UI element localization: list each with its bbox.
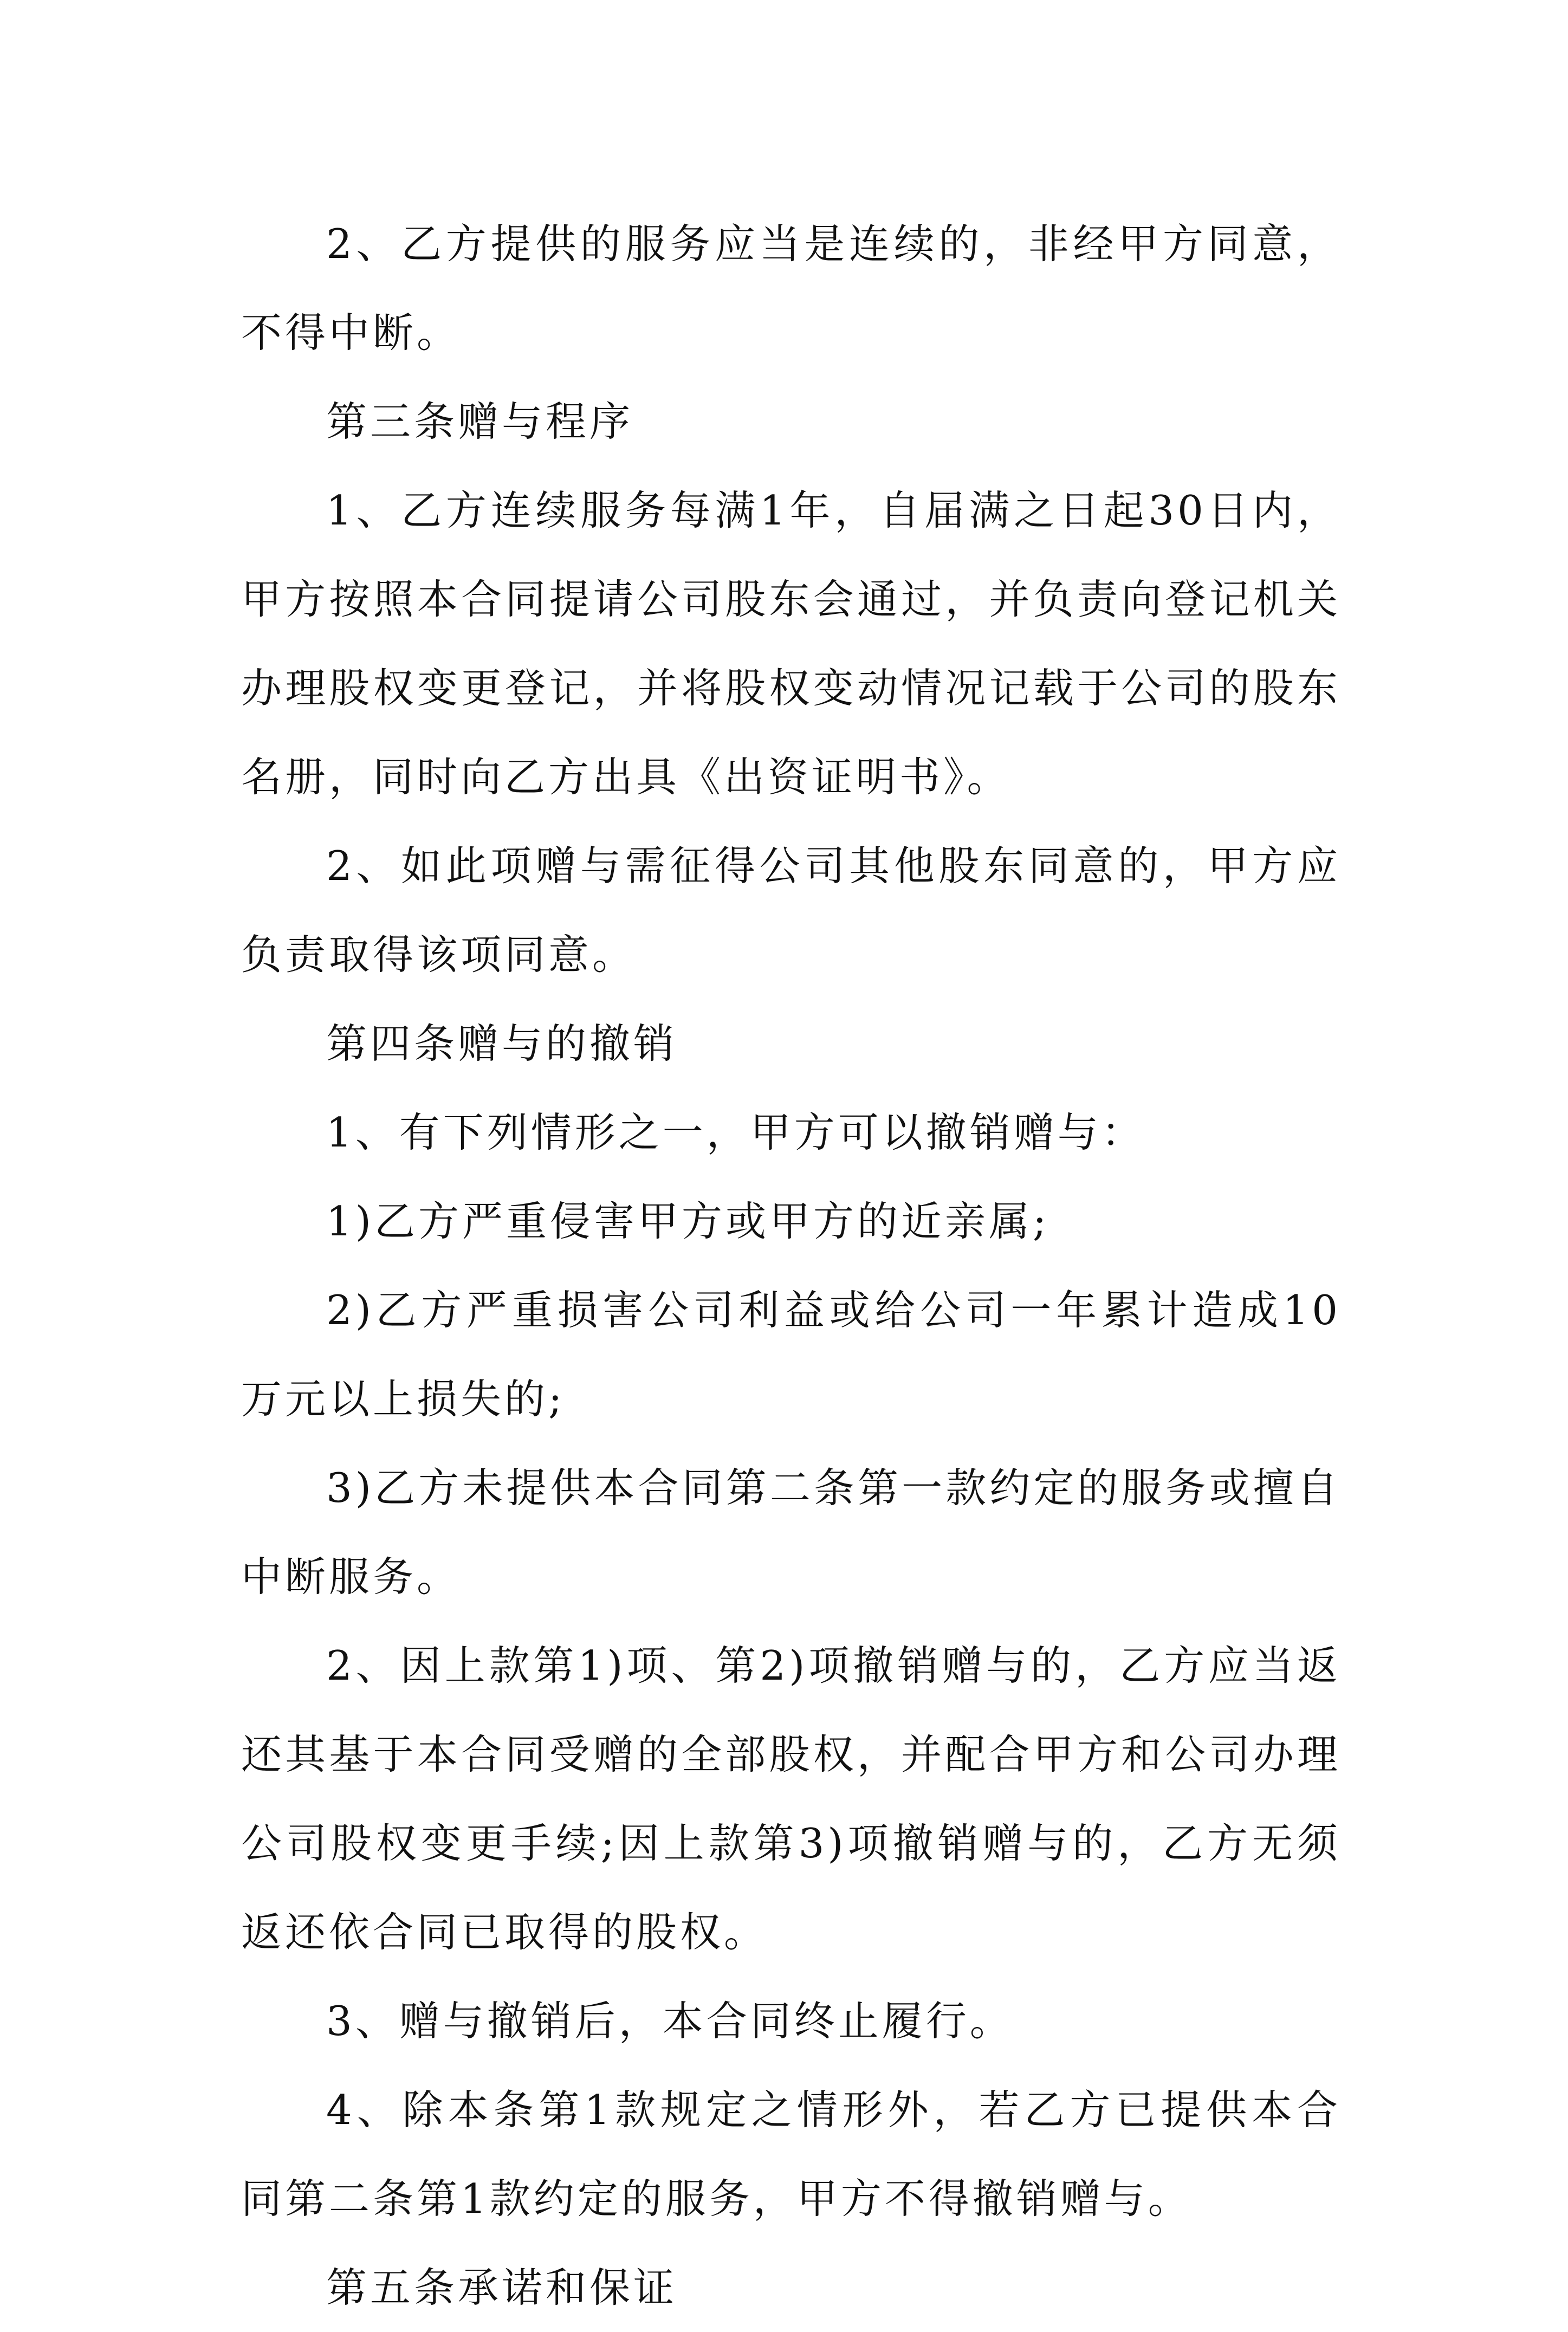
contract-body bbox=[241, 199, 1341, 2332]
article-4-heading: 第四条赠与的撤销 bbox=[326, 1020, 678, 1067]
condition-2: 2)乙方严重损害公司利益或给公司一年累计造成10万元以上损失的; bbox=[241, 1286, 1341, 1423]
article-5-heading: 第五条承诺和保证 bbox=[326, 2264, 678, 2311]
condition-3: 3)乙方未提供本合同第二条第一款约定的服务或擅自中断服务。 bbox=[241, 1464, 1341, 1601]
clause-3-2-shareholder-consent: 2、如此项赠与需征得公司其他股东同意的，甲方应负责取得该项同意。 bbox=[241, 842, 1341, 979]
article-3-heading: 第三条赠与程序 bbox=[326, 398, 634, 445]
clause-4-4-no-revocation: 4、除本条第1款规定之情形外，若乙方已提供本合同第二条第1款约定的服务，甲方不得撤销赠与。 bbox=[241, 2086, 1341, 2223]
clause-3-1-equity-registration: 1、乙方连续服务每满1年，自届满之日起30日内，甲方按照本合同提请公司股东会通过，并负责向登记机关办理股权变更登记，并将股权变动情况记载于公司的股东名册，同时向乙方出具《出资证明书》。 bbox=[241, 487, 1341, 801]
condition-1: 1)乙方严重侵害甲方或甲方的近亲属; bbox=[326, 1197, 1050, 1245]
clause-4-3-termination: 3、赠与撤销后，本合同终止履行。 bbox=[326, 1997, 1014, 2045]
clause-4-1-revocation-conditions: 1、有下列情形之一，甲方可以撤销赠与： bbox=[326, 1109, 1145, 1156]
clause-2-service-continuity: 2、乙方提供的服务应当是连续的，非经甲方同意，不得中断。 bbox=[241, 220, 1341, 357]
clause-4-2-return-equity: 2、因上款第1)项、第2)项撤销赠与的，乙方应当返还其基于本合同受赠的全部股权，并配合甲方和公司办理公司股权变更手续;因上款第3)项撤销赠与的，乙方无须返还依合同已取得的股权。 bbox=[241, 1642, 1341, 1956]
